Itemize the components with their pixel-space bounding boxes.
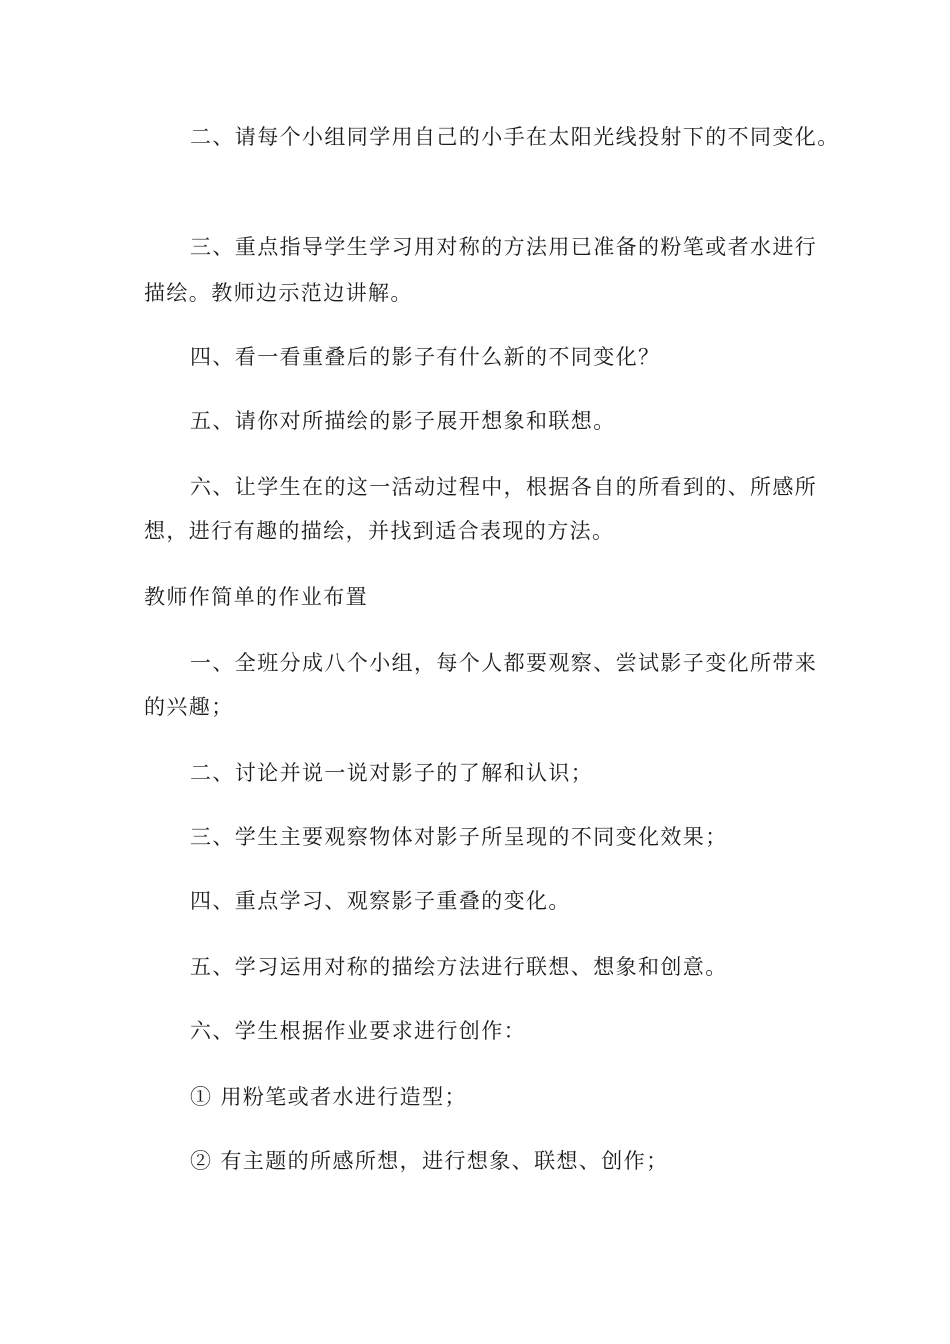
paragraph-line: 描绘。教师边示范边讲解。: [144, 281, 413, 305]
paragraph-line: 想，进行有趣的描绘，并找到适合表现的方法。: [144, 519, 615, 543]
paragraph-line: 的兴趣；: [144, 695, 234, 719]
paragraph-line: 三、学生主要观察物体对影子所呈现的不同变化效果；: [190, 825, 728, 849]
paragraph-line: 一、全班分成八个小组，每个人都要观察、尝试影子变化所带来: [190, 651, 818, 675]
list-item: ② 有主题的所感所想，进行想象、联想、创作；: [190, 1149, 669, 1173]
paragraph-line: 二、请每个小组同学用自己的小手在太阳光线投射下的不同变化。: [190, 125, 840, 149]
paragraph-line: 六、学生根据作业要求进行创作：: [190, 1019, 526, 1043]
paragraph-line: 五、学习运用对称的描绘方法进行联想、想象和创意。: [190, 955, 728, 979]
paragraph-line: 五、请你对所描绘的影子展开想象和联想。: [190, 409, 616, 433]
paragraph-line: 四、重点学习、观察影子重叠的变化。: [190, 889, 571, 913]
paragraph-line: 四、看一看重叠后的影子有什么新的不同变化？: [190, 345, 661, 369]
paragraph-line: 二、讨论并说一说对影子的了解和认识；: [190, 761, 594, 785]
list-item: ① 用粉笔或者水进行造型；: [190, 1085, 467, 1109]
paragraph-line: 三、重点指导学生学习用对称的方法用已准备的粉笔或者水进行: [190, 235, 818, 259]
section-heading: 教师作简单的作业布置: [144, 585, 368, 609]
paragraph-line: 六、让学生在的这一活动过程中，根据各自的所看到的、所感所: [190, 475, 818, 499]
